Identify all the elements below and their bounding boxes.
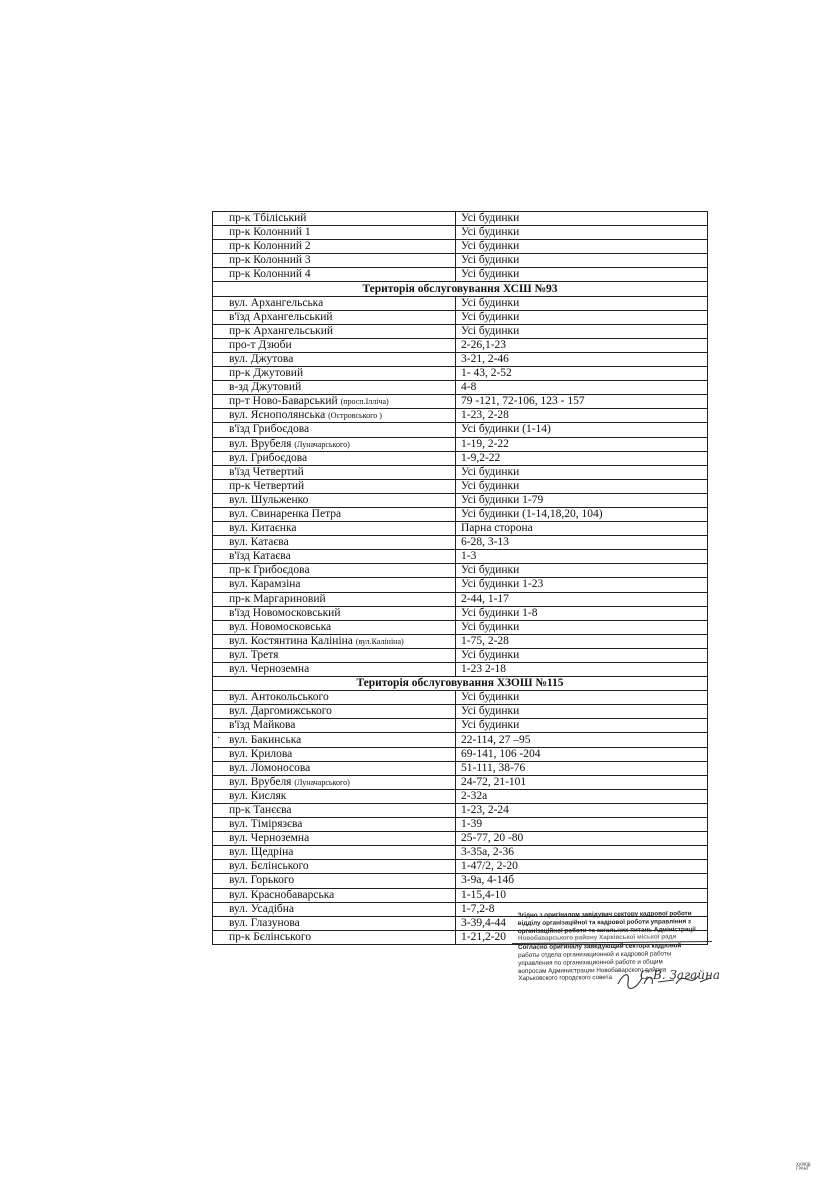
houses-cell: Усі будинки — [456, 240, 708, 254]
table-row — [213, 550, 708, 564]
street-name: в'їзд Грибоєдова — [229, 423, 310, 436]
corner-watermark — [796, 1163, 811, 1171]
houses-cell: 3-39,4-44 — [456, 916, 708, 930]
street-cell — [213, 564, 456, 578]
table-row — [213, 761, 708, 775]
table-row — [213, 789, 708, 803]
table-row — [213, 507, 708, 521]
houses-cell: 2-44, 1-17 — [456, 592, 708, 606]
street-name: пр-к Колонний 3 — [229, 254, 311, 267]
street-cell — [213, 367, 456, 381]
street-name: пр-к Колонний 2 — [229, 240, 311, 253]
street-cell — [213, 874, 456, 888]
street-name: пр-к Архангельський — [229, 324, 334, 337]
houses-cell: 1-9,2-22 — [456, 451, 708, 465]
street-cell — [213, 747, 456, 761]
houses-cell: 1-19, 2-22 — [456, 437, 708, 451]
stamp-line: Новобаварського району Харківської міської ради — [517, 933, 677, 943]
houses-cell: Усі будинки 1-8 — [456, 606, 708, 620]
table-row — [213, 578, 708, 592]
street-cell — [213, 818, 456, 832]
margin-dot: · — [217, 733, 221, 744]
table-row — [213, 874, 708, 888]
street-name: пр-к Тбіліський — [229, 212, 307, 225]
former-name-note: (Луначарського) — [294, 439, 350, 449]
street-cell — [213, 536, 456, 550]
street-cell — [213, 663, 456, 677]
street-cell — [213, 620, 456, 634]
street-cell — [213, 324, 456, 338]
street-name: пр-т Ново-Баварський — [229, 395, 338, 408]
houses-cell: 4-8 — [456, 381, 708, 395]
table-row — [213, 226, 708, 240]
houses-cell: 1-75, 2-28 — [456, 634, 708, 648]
territory-table — [212, 211, 708, 945]
houses-cell: 1-23, 2-24 — [456, 803, 708, 817]
table-row — [213, 352, 708, 366]
stamp-line: работы отдела организационной и кадровой работы — [518, 950, 672, 959]
table-row — [213, 240, 708, 254]
houses-cell: Усі будинки — [456, 212, 708, 226]
table-row — [213, 395, 708, 409]
street-name: в'їзд Новомосковський — [229, 606, 341, 619]
street-name: пр-к Танєєва — [229, 803, 292, 816]
table-row — [213, 663, 708, 677]
stamp-line: організаційної роботи та загальних питань Адміністрації — [517, 925, 696, 935]
section-title: Територія обслуговування ХСШ №93 — [213, 282, 708, 296]
houses-cell: Усі будинки — [456, 310, 708, 324]
table-row — [213, 310, 708, 324]
street-cell — [213, 888, 456, 902]
street-name: пр-к Колонний 1 — [229, 226, 311, 239]
street-cell — [213, 409, 456, 423]
table-row — [213, 620, 708, 634]
street-cell — [213, 719, 456, 733]
street-name: в-зд Джутовий — [229, 381, 302, 394]
street-name: вул. Шульженко — [229, 493, 309, 506]
houses-cell: 1-23 2-18 — [456, 663, 708, 677]
street-name: в'їзд Архангельський — [229, 310, 333, 323]
street-cell — [213, 254, 456, 268]
street-name: вул. Кисляк — [229, 789, 287, 802]
street-name: вул. Черноземна — [229, 663, 310, 676]
street-cell — [213, 296, 456, 310]
table-row — [213, 212, 708, 226]
street-name: в'їзд Четвертий — [229, 465, 304, 478]
section-header-row — [213, 677, 708, 691]
street-cell — [213, 775, 456, 789]
street-cell — [213, 846, 456, 860]
houses-cell: 69-141, 106 -204 — [456, 747, 708, 761]
houses-cell: Усі будинки — [456, 268, 708, 282]
street-cell — [213, 212, 456, 226]
section-header-row — [213, 282, 708, 296]
houses-cell: Усі будинки — [456, 296, 708, 310]
street-name: про-т Дзюби — [229, 338, 292, 351]
street-cell — [213, 268, 456, 282]
houses-cell: 2-26,1-23 — [456, 338, 708, 352]
street-name: вул. Антокольського — [229, 691, 329, 704]
street-cell — [213, 606, 456, 620]
houses-cell: 1-21,2-20 — [456, 930, 708, 944]
street-cell — [213, 789, 456, 803]
street-cell — [213, 705, 456, 719]
street-name: вул. Даргомижського — [229, 705, 332, 718]
street-cell — [213, 240, 456, 254]
table-row — [213, 733, 708, 747]
former-name-note: (просп.Ілліча) — [340, 397, 389, 407]
houses-cell: Усі будинки (1-14) — [456, 423, 708, 437]
street-cell — [213, 310, 456, 324]
houses-cell: 6-28, 3-13 — [456, 536, 708, 550]
street-name: вул. Крилова — [229, 747, 293, 760]
houses-cell: 1-3 — [456, 550, 708, 564]
table-row — [213, 564, 708, 578]
street-name: пр-к Маргариновий — [229, 592, 326, 605]
street-name: вул. Китаєнка — [229, 522, 297, 535]
stamp-line: Згідно з оригіналом завідувач сектору кадрової роботи — [517, 910, 692, 919]
houses-cell: Усі будинки — [456, 648, 708, 662]
table-row — [213, 254, 708, 268]
table-row — [213, 493, 708, 507]
street-cell — [213, 691, 456, 705]
street-name: вул. Врубеля — [229, 775, 292, 788]
houses-cell: Усі будинки — [456, 226, 708, 240]
table-row — [213, 832, 708, 846]
table-row — [213, 367, 708, 381]
street-cell — [213, 338, 456, 352]
street-cell — [213, 451, 456, 465]
table-row — [213, 775, 708, 789]
street-cell — [213, 761, 456, 775]
table-row — [213, 860, 708, 874]
former-name-note: (Островського ) — [328, 411, 382, 421]
stamp-upper-block — [512, 910, 712, 944]
houses-cell: Усі будинки — [456, 254, 708, 268]
table-row — [213, 479, 708, 493]
table-row — [213, 747, 708, 761]
houses-cell: Усі будинки — [456, 620, 708, 634]
street-cell — [213, 423, 456, 437]
table-row — [213, 465, 708, 479]
territory-table-body — [213, 212, 708, 945]
street-name: вул. Карамзіна — [229, 578, 301, 591]
table-row — [213, 846, 708, 860]
street-name: вул. Бакинська — [229, 733, 302, 746]
street-cell — [213, 902, 456, 916]
houses-cell: 25-77, 20 -80 — [456, 832, 708, 846]
street-name: в'їзд Катаєва — [229, 550, 291, 563]
houses-cell: 79 -121, 72-106, 123 - 157 — [456, 395, 708, 409]
former-name-note: (вул.Калініна) — [355, 636, 404, 646]
street-cell — [213, 648, 456, 662]
stamp-line: управления по организационной работе и общим — [518, 958, 663, 967]
former-name-note: (Луначарського) — [294, 777, 350, 787]
street-cell — [213, 803, 456, 817]
houses-cell: 1-7,2-8 — [456, 902, 708, 916]
houses-cell: 3-21, 2-46 — [456, 352, 708, 366]
street-name: в'їзд Майкова — [229, 719, 296, 732]
houses-cell: Усі будинки — [456, 719, 708, 733]
table-row — [213, 522, 708, 536]
corner-mark-line: ГРАНТ — [796, 1166, 810, 1171]
houses-cell: 3-9а, 4-14б — [456, 874, 708, 888]
stamp-line: Согласно оригиналу заведующий сектора кадровой — [517, 942, 682, 952]
houses-cell: Усі будинки 1-23 — [456, 578, 708, 592]
street-name: вул. Ломоносова — [229, 761, 311, 774]
houses-cell: 22-114, 27 –95 — [456, 733, 708, 747]
houses-cell: Усі будинки — [456, 705, 708, 719]
street-name: вул. Свинаренка Петра — [229, 508, 342, 521]
street-cell — [213, 832, 456, 846]
table-row — [213, 803, 708, 817]
section-title: Територія обслуговування ХЗОШ №115 — [213, 677, 708, 691]
street-cell — [213, 860, 456, 874]
table-row — [213, 818, 708, 832]
houses-cell: 1- 43, 2-52 — [456, 367, 708, 381]
street-cell — [213, 634, 456, 648]
houses-cell: 1-23, 2-28 — [456, 409, 708, 423]
street-name: вул. Краснобаварська — [229, 888, 335, 901]
street-cell — [213, 592, 456, 606]
street-cell — [213, 479, 456, 493]
table-row — [213, 296, 708, 310]
street-cell — [213, 507, 456, 521]
table-row — [213, 338, 708, 352]
street-cell — [213, 733, 456, 747]
table-row — [213, 606, 708, 620]
houses-cell: Усі будинки — [456, 691, 708, 705]
street-cell — [213, 381, 456, 395]
table-row — [213, 409, 708, 423]
houses-cell: 1-15,4-10 — [456, 888, 708, 902]
houses-cell: Усі будинки — [456, 479, 708, 493]
houses-cell: Усі будинки (1-14,18,20, 104) — [456, 507, 708, 521]
houses-cell: 3-35а, 2-36 — [456, 846, 708, 860]
stamp-line: Харьковского городского совета — [518, 974, 613, 983]
street-cell — [213, 352, 456, 366]
table-row — [213, 423, 708, 437]
signature-name: С.В. Загайна — [640, 968, 721, 982]
table-row — [213, 648, 708, 662]
table-row — [213, 719, 708, 733]
street-name: вул. Катаєва — [229, 536, 289, 549]
street-name: вул. Щедріна — [229, 846, 294, 859]
houses-cell: 24-72, 21-101 — [456, 775, 708, 789]
houses-cell: 2-32а — [456, 789, 708, 803]
street-name: вул. Архангельська — [229, 296, 324, 309]
street-name: пр-к Грибоєдова — [229, 564, 310, 577]
street-name: пр-к Джутовий — [229, 367, 304, 380]
street-cell — [213, 465, 456, 479]
houses-cell: Усі будинки — [456, 465, 708, 479]
street-cell — [213, 578, 456, 592]
table-row — [213, 451, 708, 465]
table-row — [213, 888, 708, 902]
street-name: пр-к Колонний 4 — [229, 268, 311, 281]
street-name: вул. Горького — [229, 874, 295, 887]
street-name: вул. Третя — [229, 648, 279, 661]
street-name: пр-к Бєлінського — [229, 930, 312, 943]
street-name: вул. Черноземна — [229, 832, 310, 845]
table-row — [213, 592, 708, 606]
street-name: вул. Грибоєдова — [229, 451, 308, 464]
stamp-line: відділу організаційної та кадрової роботи управління з — [517, 917, 692, 927]
street-cell — [213, 522, 456, 536]
street-name: вул. Новомосковська — [229, 620, 332, 633]
street-cell — [213, 395, 456, 409]
houses-cell: 1-47/2, 2-20 — [456, 860, 708, 874]
houses-cell: Парна сторона — [456, 522, 708, 536]
street-cell — [213, 226, 456, 240]
houses-cell: 51-111, 38-76 — [456, 761, 708, 775]
street-name: вул. Тімірязєва — [229, 818, 303, 831]
street-name: вул. Врубеля — [229, 437, 292, 450]
street-cell — [213, 916, 456, 930]
houses-cell: Усі будинки — [456, 564, 708, 578]
houses-cell: Усі будинки — [456, 324, 708, 338]
street-name: вул. Костянтина Калініна — [229, 634, 353, 647]
houses-cell: 1-39 — [456, 818, 708, 832]
houses-cell: Усі будинки 1-79 — [456, 493, 708, 507]
street-name: вул. Усадібна — [229, 902, 295, 915]
table-row — [213, 691, 708, 705]
street-name: вул. Яснополянська — [229, 409, 326, 422]
corner-mark-line: ХАРКІВ — [796, 1162, 811, 1167]
table-row — [213, 381, 708, 395]
street-name: вул. Джутова — [229, 352, 294, 365]
street-name: вул. Бєлінського — [229, 860, 309, 873]
street-name: вул. Глазунова — [229, 916, 300, 929]
street-name: пр-к Четвертий — [229, 479, 305, 492]
stamp-line: вопросам Администрации Новобаварского района — [518, 966, 667, 975]
table-row — [213, 324, 708, 338]
table-row — [213, 437, 708, 451]
street-cell — [213, 493, 456, 507]
table-row — [213, 268, 708, 282]
street-cell — [213, 550, 456, 564]
table-row — [213, 705, 708, 719]
street-cell — [213, 437, 456, 451]
street-cell — [213, 930, 456, 944]
table-row — [213, 634, 708, 648]
table-row — [213, 536, 708, 550]
